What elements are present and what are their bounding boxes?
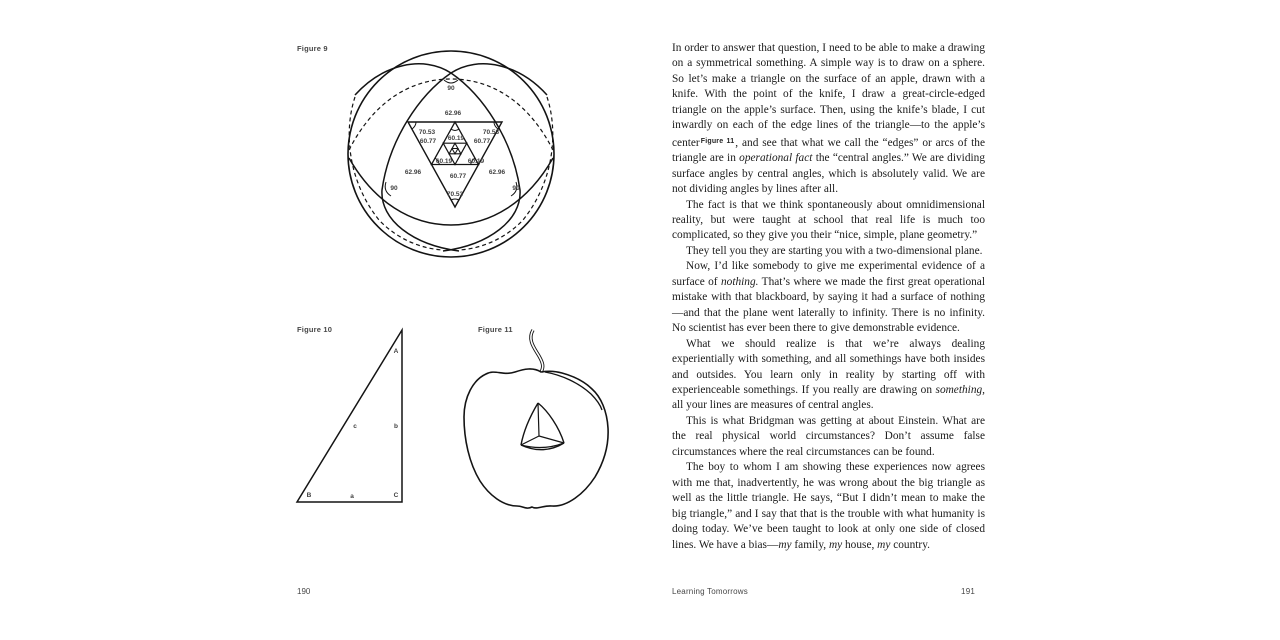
emphasized-text: operational fact	[739, 152, 813, 165]
angle-label: 60.19	[447, 135, 465, 142]
emphasized-text: something,	[935, 383, 985, 396]
side-label: a	[350, 493, 354, 500]
right-page-number: 191	[961, 587, 975, 596]
angle-label: 90	[512, 185, 520, 192]
paragraph	[672, 41, 985, 198]
paragraph	[672, 460, 985, 553]
body-text: The boy to whom I am showing these experiences now agrees with me that, inadvertently, he was wrong about the big triangle as well as the little triangle. He says, “But I didn’t mean to make the big triangle,” and I say that that is the trouble with what humanity is doing today. We’ve been taught to look at only one side of closed lines. We have a bias—	[672, 461, 985, 551]
right-page-footer	[672, 587, 975, 596]
body-text: That’s where we made the first great operational mistake with that blackboard, by saying it had a surface of nothing—and that the plane went laterally to infinity. There is no infinity. No scientist has ever been there to give demonstrable evidence.	[672, 275, 985, 335]
figure-10-triangle-diagram	[290, 322, 410, 512]
body-text: The fact is that we think spontaneously about omnidimensional reality, but were taught at school that real life is much too complicated, so they give you their “nice, simple, plane geometry.”	[672, 198, 985, 242]
right-triangle	[297, 330, 402, 502]
figure-11-caption: Figure 11	[478, 325, 513, 334]
angle-label: 70.53	[482, 129, 500, 136]
angle-label: 60.77	[473, 138, 491, 145]
body-text: country.	[890, 538, 930, 551]
angle-label: 90	[390, 185, 398, 192]
emphasized-text: my	[828, 538, 843, 551]
paragraph	[672, 337, 985, 414]
body-text: the “central angles.” We are dividing surface angles by central angles, which is absolutely valid. We are not dividing angles by lines after all.	[672, 152, 985, 196]
body-text: This is what Bridgman was getting at about Einstein. What are the real physical world circumstances? Don’t assume false circumstances where the real circumstances can be found.	[672, 414, 985, 458]
vertex-label: C	[393, 492, 399, 499]
apple-cut-wedge	[521, 403, 564, 450]
text-column	[672, 41, 985, 553]
figure-9-caption: Figure 9	[297, 44, 328, 53]
figure-10-caption: Figure 10	[297, 325, 333, 334]
body-text: Now, I’d like somebody to give me experimental evidence of a surface of	[672, 260, 985, 288]
figure-9-sphere-diagram	[340, 40, 570, 270]
body-text: house,	[842, 538, 878, 551]
emphasized-text: my	[877, 538, 891, 551]
body-text: family,	[791, 538, 829, 551]
angle-label: 62.96	[488, 169, 506, 176]
triangle-level-5	[452, 149, 458, 154]
body-text: all your lines are measures of central angles.	[672, 399, 874, 412]
side-label: c	[353, 423, 357, 430]
left-page-number: 190	[297, 587, 311, 596]
figure-reference: Figure 11	[700, 137, 735, 145]
angle-label: 90	[447, 85, 455, 92]
body-text: What we should realize is that we’re always dealing experientially with something, and all somethings have both insides and outsides. You learn only in reality by starting off with experienceable somethings. If you really are drawing on	[672, 337, 985, 396]
paragraph	[672, 198, 985, 244]
angle-label: 60.19	[435, 158, 453, 165]
angle-label: 60.77	[449, 173, 467, 180]
angle-label: 60.19	[467, 158, 485, 165]
angle-label: 70.53	[446, 191, 464, 198]
angle-labels	[390, 85, 520, 198]
angle-label: 60.77	[419, 138, 437, 145]
emphasized-text: my	[778, 538, 792, 551]
figure-11-apple-diagram	[455, 322, 620, 517]
vertex-label: B	[306, 492, 312, 499]
paragraph	[672, 414, 985, 460]
body-text: They tell you they are starting you with a two-dimensional plane.	[686, 244, 983, 257]
angle-label: 70.53	[418, 129, 436, 136]
running-head: Learning Tomorrows	[672, 587, 748, 596]
body-text: , and see that what we call the “edges” or arcs of the triangle are in	[672, 136, 985, 165]
body-text: In order to answer that question, I need to be able to make a drawing on a symmetrical something. A simple way is to draw on a sphere. So let’s make a triangle on the surface of an apple, drawn with a knife. With the point of the knife, I draw a great-circle-edged triangle on the apple’s surface. Then, using the knife’s blade, I cut inwardly on each of the edge lines of the triangle—to the apple’s center	[672, 42, 985, 149]
side-label: b	[394, 423, 398, 430]
paragraph	[672, 244, 985, 259]
triangle-labels	[307, 348, 399, 500]
emphasized-text: nothing.	[720, 275, 759, 288]
angle-label: 62.96	[444, 110, 462, 117]
paragraph	[672, 259, 985, 336]
angle-label: 62.96	[404, 169, 422, 176]
vertex-label: A	[393, 348, 399, 355]
